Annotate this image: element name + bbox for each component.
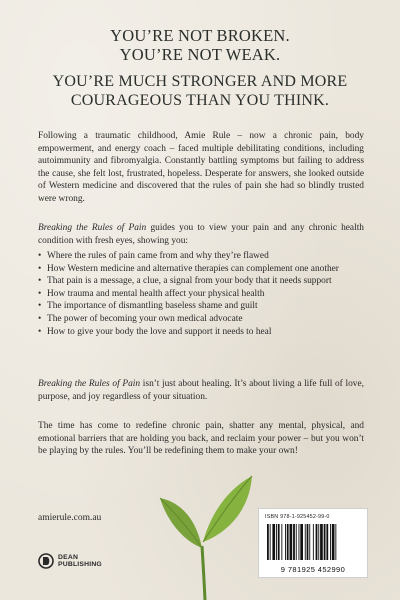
- barcode-stripe: [335, 524, 336, 560]
- barcode-stripe: [326, 524, 328, 560]
- author-story-paragraph: Following a traumatic childhood, Amie Rule – now a chronic pain, body empowerment, and energy coach – faced multiple debilitating conditions, including autoimmunity and fibromyalgia. Constantly battling symptoms but failing to address the cause, she felt lost, frustrated, hopeless. Desperate for answers, she looked outside of Western medicine and discovered that the rules of pain she had so blindly trusted were wrong.: [38, 131, 364, 204]
- barcode: [265, 524, 361, 560]
- author-website: amierule.com.au: [38, 513, 102, 523]
- barcode-stripe: [330, 524, 331, 560]
- closing-paragraph: The time has come to redefine chronic pain, shatter any mental, physical, and emotional barriers that are holding you back, and reclaim your power – but you won’t be playing by the rules. You’ll be redefining them to make your own!: [38, 421, 364, 457]
- barcode-stripe: [332, 524, 335, 560]
- sprout-icon: [150, 450, 260, 600]
- barcode-panel: [258, 508, 368, 578]
- publisher-logo: [38, 553, 102, 569]
- barcode-stripe: [278, 524, 280, 560]
- barcode-stripe: [287, 524, 289, 560]
- barcode-stripe: [272, 524, 275, 560]
- barcode-stripe: [270, 524, 271, 560]
- headline-bottom: [0, 72, 400, 110]
- benefits-list: [38, 250, 364, 338]
- barcode-stripe: [285, 524, 286, 560]
- list-item: • The importance of dismantling baseless shame and guilt: [38, 300, 364, 313]
- barcode-digits: 9 781925 452990: [280, 565, 346, 574]
- barcode-stripe: [296, 524, 297, 560]
- barcode-stripe: [299, 524, 300, 560]
- barcode-stripe: [309, 524, 310, 560]
- barcode-stripe: [290, 524, 293, 560]
- isbn-label: ISBN 978-1-925452-99-0: [265, 514, 330, 520]
- barcode-stripe: [316, 524, 318, 560]
- dean-publishing-logo-icon: [38, 553, 54, 569]
- barcode-stripe: [276, 524, 277, 560]
- barcode-stripe: [293, 524, 295, 560]
- book-title-inline: Breaking the Rules of Pain: [38, 379, 141, 389]
- list-item: • How trauma and mental health affect your physical health: [38, 288, 364, 301]
- headline-line-4: COURAGEOUS THAN YOU THINK.: [70, 92, 330, 109]
- guide-intro-text: guides you to view your pain and any chronic health condition with fresh eyes, showing you:: [38, 223, 364, 246]
- publisher-line-2: PUBLISHING: [58, 561, 102, 568]
- headline-line-3: YOU’RE MUCH STRONGER AND MORE: [52, 73, 348, 90]
- list-item: • That pain is a message, a clue, a signal from your body that it needs support: [38, 275, 364, 288]
- publisher-name: [58, 554, 102, 569]
- headline-line-1: YOU’RE NOT BROKEN.: [110, 26, 290, 45]
- barcode-stripe: [281, 524, 282, 560]
- guide-intro-paragraph: [38, 222, 364, 247]
- barcode-stripe: [318, 524, 319, 560]
- healing-text: isn’t just about healing. It’s about living a life full of love, purpose, and joy regardless of your situation.: [38, 379, 364, 402]
- list-item: • How to give your body the love and support it needs to heal: [38, 326, 364, 339]
- barcode-stripe: [267, 524, 269, 560]
- headline-top: [0, 26, 400, 64]
- barcode-stripe: [305, 524, 306, 560]
- list-item: • How Western medicine and alternative therapies can complement one another: [38, 263, 364, 276]
- barcode-stripe: [313, 524, 314, 560]
- barcode-stripe: [307, 524, 309, 560]
- publisher-line-1: DEAN: [58, 553, 79, 561]
- barcode-stripe: [300, 524, 303, 560]
- barcode-stripe: [320, 524, 323, 560]
- barcode-stripe: [324, 524, 326, 560]
- list-item: • The power of becoming your own medical advocate: [38, 313, 364, 326]
- list-item: • Where the rules of pain came from and why they’re flawed: [38, 250, 364, 263]
- healing-paragraph: [38, 378, 364, 403]
- headline-line-2: YOU’RE NOT WEAK.: [119, 45, 281, 64]
- book-title-inline: Breaking the Rules of Pain: [38, 223, 147, 233]
